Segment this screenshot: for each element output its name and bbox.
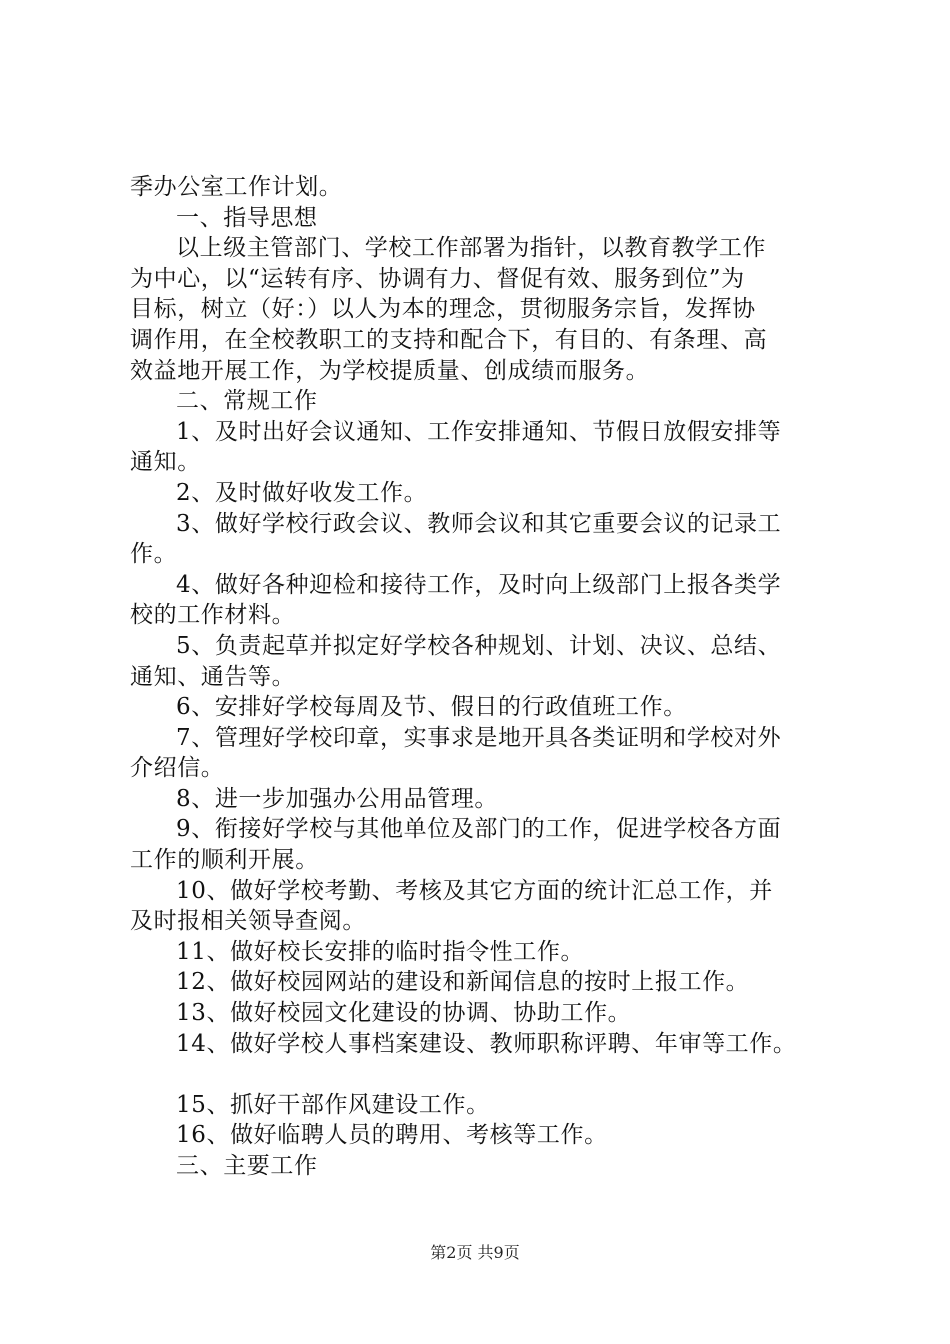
- text-line: 8、进一步加强办公用品管理。: [176, 785, 499, 812]
- text-line: 介绍信。: [130, 755, 225, 782]
- text-line: 15、抓好干部作风建设工作。: [176, 1091, 490, 1118]
- text-line: 三、主要工作: [176, 1153, 318, 1179]
- text-line: 调作用，在全校教职工的支持和配合下，有目的、有条理、高: [130, 326, 768, 353]
- document-body: [130, 172, 842, 1182]
- text-line: 16、做好临聘人员的聘用、考核等工作。: [176, 1122, 608, 1149]
- text-line: 作。: [130, 541, 178, 568]
- text-line: 校的工作材料。: [130, 602, 296, 629]
- text-line: 通知、通告等。: [130, 663, 296, 690]
- text-line: 7、管理好学校印章，实事求是地开具各类证明和学校对外: [176, 724, 782, 751]
- page-footer: [0, 1243, 950, 1263]
- text-line: 5、负责起草并拟定好学校各种规划、计划、决议、总结、: [176, 632, 782, 659]
- text-line: 2、及时做好收发工作。: [176, 479, 428, 506]
- text-line: 为中心，以“运转有序、协调有力、督促有效、服务到位”为: [130, 265, 745, 292]
- blank-line: [130, 1059, 842, 1090]
- text-line: 及时报相关领导查阅。: [130, 908, 366, 935]
- text-line: 10、做好学校考勤、考核及其它方面的统计汇总工作，并: [176, 877, 773, 904]
- text-line: 目标，树立（好：）以人为本的理念，贯彻服务宗旨，发挥协: [130, 296, 756, 323]
- text-line: 1、及时出好会议通知、工作安排通知、节假日放假安排等: [176, 418, 782, 445]
- text-line: 季办公室工作计划。: [130, 174, 343, 200]
- text-line: 12、做好校园网站的建设和新闻信息的按时上报工作。: [176, 969, 750, 996]
- text-line: 4、做好各种迎检和接待工作，及时向上级部门上报各类学: [176, 571, 782, 598]
- text-line: 13、做好校园文化建设的协调、协助工作。: [176, 1000, 632, 1027]
- text-line: 11、做好校长安排的临时指令性工作。: [176, 938, 585, 965]
- text-line: 3、做好学校行政会议、教师会议和其它重要会议的记录工: [176, 510, 782, 537]
- text-line: 通知。: [130, 449, 201, 476]
- text-line: 9、衔接好学校与其他单位及部门的工作，促进学校各方面: [176, 816, 782, 843]
- text-line: 工作的顺利开展。: [130, 847, 319, 874]
- text-line: 一、指导思想: [176, 204, 318, 231]
- text-line: 效益地开展工作，为学校提质量、创成绩而服务。: [130, 357, 650, 384]
- text-line: 14、做好学校人事档案建设、教师职称评聘、年审等工作。: [176, 1030, 797, 1057]
- page-number-label: 第2页 共9页: [430, 1243, 520, 1262]
- text-line: 以上级主管部门、学校工作部署为指针，以教育教学工作: [176, 235, 766, 262]
- text-line: 6、安排好学校每周及节、假日的行政值班工作。: [176, 694, 687, 721]
- text-line: 二、常规工作: [176, 388, 318, 415]
